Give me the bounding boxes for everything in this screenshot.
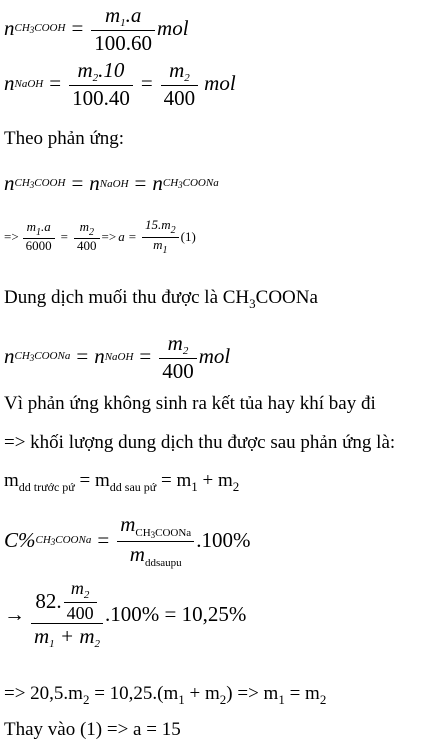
eq-n-ch3coona: n CH3COONa = n NaOH = $\frac{m_2}{400}$ mol (4, 331, 231, 383)
fraction: $\frac{m_2}{400}$ (159, 331, 197, 383)
fraction: $\frac{m_1.a}{100.60}$ (91, 3, 155, 55)
fraction: $\frac{m_2}{400}$ (74, 220, 100, 254)
fraction: 82. $\frac{m_2}{400}$ $m_1 + m_2$ (31, 578, 103, 651)
eq-find-a: => $\frac{m_1.a}{6000}$ = $\frac{m_2}{400}$ => a = $\frac{15.m_2}{m_1}$ (1) (4, 217, 196, 256)
subscript-ch3cooh: CH3COOH (14, 22, 66, 36)
n-symbol: n (4, 16, 15, 41)
eq-mass-balance: $m_{dd trước pứ} = m_{dd sau pứ} = m_1 + m_2$ (4, 470, 240, 494)
eq-n-naoh: n NaOH = $\frac{m_2.10}{100.40}$ = $\frac{m_2}{400}$ mol (4, 58, 236, 110)
text-khoi-luong: => khối lượng dung dịch thu được sau phản ứng là: (4, 432, 396, 453)
eq-c-percent: C% CH3COONa = $\frac{m_{CH3COONa}}{m_{ddsaupu}}$ .100% (4, 512, 251, 569)
eq-percent-value: → 82. $\frac{m_2}{400}$ $m_1 + m_2$ .100% = 10,25% (4, 578, 247, 651)
fraction: $\frac{m_2.10}{100.40}$ (69, 58, 133, 110)
eq-n-ch3cooh: n CH3COOH = $\frac{m_1.a}{100.60}$ mol (4, 3, 189, 55)
text-dung-dich-muoi: Dung dịch muối thu được là $CH_3COONa$ (4, 287, 318, 311)
fraction: $\frac{15.m_2}{m_1}$ (142, 218, 179, 256)
fraction: $\frac{m_2}{400}$ (161, 58, 199, 110)
eq-solve-m: => $20,5.m_2 = 10,25.(m_1 + m_2) => m_1 = m_2$ (4, 683, 327, 707)
text-theo-phan-ung: Theo phản ứng: (4, 128, 125, 149)
fraction: $\frac{m_1.a}{6000}$ (23, 220, 55, 254)
eq-equal-moles: n CH3COOH = n NaOH = n CH3COONa (4, 171, 219, 195)
fraction: $\frac{m_{CH3COONa}}{m_{ddsaupu}}$ (117, 512, 194, 569)
text-result: Thay vào (1) => a = 15 (4, 719, 181, 740)
text-vi-phan-ung: Vì phản ứng không sinh ra kết tủa hay khí bay đi (4, 393, 376, 414)
